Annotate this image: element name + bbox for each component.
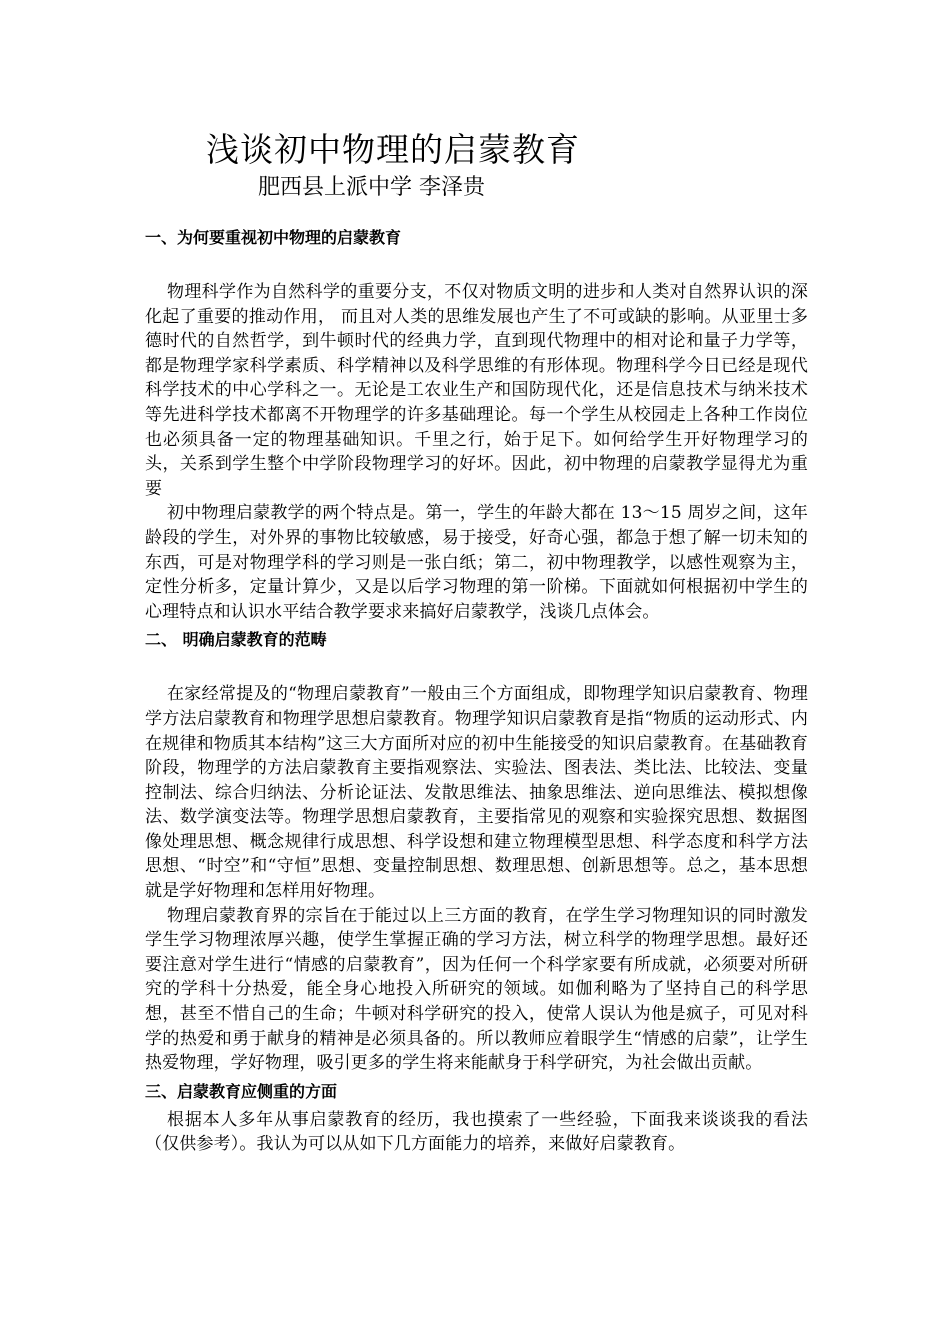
section-1-spacer xyxy=(145,254,808,280)
document-author: 肥西县上派中学 李泽贵 xyxy=(258,175,485,200)
section-1-paragraph-2: 初中物理启蒙教学的两个特点是。第一，学生的年龄大都在 13～15 周岁之间，这年龄段的学生，对外界的事物比较敏感，易于接受，好奇心强，都急于想了解一切未知的东西，可是对物理学科的学习则是一张白纸；第二，初中物理教学，以感性观察为主，定性分析多，定量计算少，又是以后学习物理的第一阶梯。下面就如何根据初中学生的心理特点和认识水平结合教学要求来搞好启蒙教学，浅谈几点体会。 xyxy=(145,503,808,622)
section-2-paragraph-1: 在家经常提及的“物理启蒙教育”一般由三个方面组成，即物理学知识启蒙教育、物理学方法启蒙教育和物理学思想启蒙教育。物理学知识启蒙教育是指“物质的运动形式、内在规律和物质其本结构”这三大方面所对应的初中生能接受的知识启蒙教育。在基础教育阶段，物理学的方法启蒙教育主要指观察法、实验法、图表法、类比法、比较法、变量控制法、综合归纳法、分析论证法、发散思维法、抽象思维法、逆向思维法、模拟想像法、数学演变法等。物理学思想启蒙教育，主要指常见的观察和实验探究思想、数据图像处理思想、概念规律行成思想、科学设想和建立物理模型思想、科学态度和科学方法思想、“时空”和“守恒”思想、变量控制思想、数理思想、创新思想等。总之，基本思想就是学好物理和怎样用好物理。 xyxy=(145,684,808,902)
section-2-heading: 二、 明确启蒙教育的范畴 xyxy=(145,630,327,650)
section-1-paragraph-1: 物理科学作为自然科学的重要分支，不仅对物质文明的进步和人类对自然界认识的深化起了重要的推动作用， 而且对人类的思维发展也产生了不可或缺的影响。从亚里士多德时代的自然哲学，到牛顿时代的经典力学，直到现代物理中的相对论和量子力学等，都是物理学家科学素质、科学精神以及科学思维的有形体现。物理科学今日已经是现代科学技术的中心学科之一。无论是工农业生产和国防现代化，还是信息技术与纳米技术等先进科学技术都离不开物理学的许多基础理论。每一个学生从校园走上各种工作岗位也必须具备一定的物理基础知识。千里之行，始于足下。如何给学生开好物理学习的头，关系到学生整个中学阶段物理学习的好坏。因此，初中物理的启蒙教学显得尤为重要 xyxy=(145,282,808,499)
section-2-spacer xyxy=(145,656,808,682)
section-3-heading: 三、启蒙教育应侧重的方面 xyxy=(145,1081,338,1101)
document-body xyxy=(145,222,808,1157)
section-2-paragraph-2: 物理启蒙教育界的宗旨在于能过以上三方面的教育，在学生学习物理知识的同时激发学生学习物理浓厚兴趣，使学生掌握正确的学习方法，树立科学的物理学思想。最好还要注意对学生进行“情感的启蒙教育”，因为任何一个科学家要有所成就，必须要对所研究的学科十分热爱，能全身心地投入所研究的领域。如伽利略为了坚持自己的科学思想，甚至不惜自己的生命；牛顿对科学研究的投入，使常人误认为他是疯子，可见对科学的热爱和勇于献身的精神是必须具备的。所以教师应着眼学生“情感的启蒙”，让学生热爱物理，学好物理，吸引更多的学生将来能献身于科学研究，为社会做出贡献。 xyxy=(145,905,808,1074)
section-1-heading: 一、为何要重视初中物理的启蒙教育 xyxy=(145,228,402,247)
document-title: 浅谈初中物理的启蒙教育 xyxy=(206,130,580,169)
section-3-paragraph-1: 根据本人多年从事启蒙教育的经历，我也摸索了一些经验，下面我来谈谈我的看法（仅供参考）。我认为可以从如下几方面能力的培养，来做好启蒙教育。 xyxy=(145,1109,808,1155)
